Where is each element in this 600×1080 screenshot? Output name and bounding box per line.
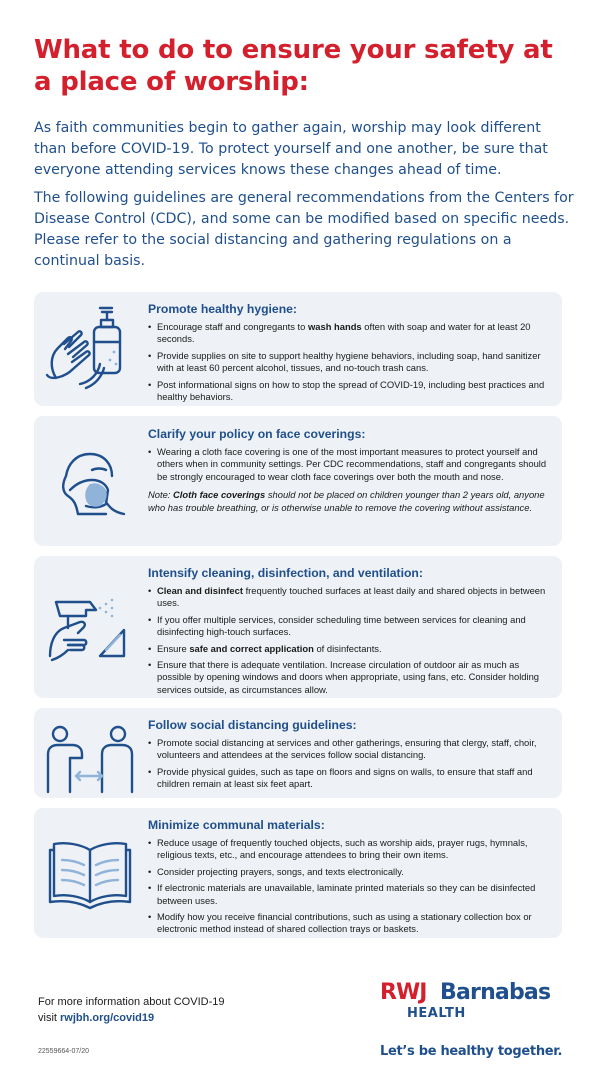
bullet-list — [148, 446, 550, 483]
bullet-list — [148, 321, 550, 403]
bullet-list — [148, 585, 550, 696]
list-item: • Wearing a cloth face covering is one of the most important measures to protect yourself and others when in community settings. Per CDC recommendations, staff and congregants should be strongly encouraged to wear cloth face coverings over both the mouth and nose. — [148, 446, 550, 483]
bullet-list — [148, 837, 550, 936]
spray-bottle-icon — [44, 580, 136, 672]
footer-visit-label: visit — [38, 1012, 60, 1024]
list-item: • Ensure that there is adequate ventilation. Increase circulation of outdoor air as much as possible by opening windows and doors when appropriate, using fans, etc. Consider holding services outside, as circumstances allow. — [148, 659, 550, 696]
list-item: • Post informational signs on how to stop the spread of COVID-19, including best practices and healthy behaviors. — [148, 379, 550, 404]
logo-barnabas: Barnabas — [440, 980, 551, 1005]
intro-paragraph: As faith communities begin to gather again, worship may look different than before COVID-19. To protect yourself and one another, be sure that everyone attending services knows these changes ahead of time. — [34, 120, 548, 178]
page-title: What to do to ensure your safety at a place of worship: — [34, 35, 553, 97]
cleaning-card — [34, 556, 562, 698]
list-item: • Provide physical guides, such as tape on floors and signs on walls, to ensure that staff and children remain at least six feet apart. — [148, 766, 550, 791]
section-heading: Promote healthy hygiene: — [148, 302, 297, 316]
list-item: • Consider projecting prayers, songs, and texts electronically. — [148, 866, 550, 878]
footer-info-line: For more information about COVID-19 — [38, 996, 225, 1008]
footer-info — [38, 994, 298, 1026]
open-book-icon — [44, 828, 136, 920]
list-item: • Provide supplies on site to support healthy hygiene behaviors, including soap, hand sanitizer with at least 60 percent alcohol, tissues, and no-touch trash cans. — [148, 350, 550, 375]
hygiene-content — [148, 301, 550, 407]
cleaning-content — [148, 565, 550, 700]
social-distancing-icon — [44, 712, 136, 804]
social-distancing-card — [34, 708, 562, 798]
list-item: • Modify how you receive financial contributions, such as using a stationary collection box or electronic method instead of shared collection trays or baskets. — [148, 911, 550, 936]
list-item: • If you offer multiple services, consider scheduling time between services for cleaning and disinfecting high-touch surfaces. — [148, 614, 550, 639]
face-mask-icon — [44, 436, 136, 528]
face-covering-card — [34, 416, 562, 546]
section-heading: Follow social distancing guidelines: — [148, 718, 357, 732]
covid-link[interactable]: rwjbh.org/covid19 — [60, 1012, 155, 1024]
rwjbarnabas-logo — [380, 980, 570, 1024]
list-item: • Promote social distancing at services and other gatherings, ensuring that clergy, staff, choir, volunteers and attendees at the services follow social distancing. — [148, 737, 550, 762]
intro-paragraph: The following guidelines are general recommendations from the Centers for Disease Control (CDC), and some can be modified based on specific needs. Please refer to the social distancing and gathering regulations on a continual basis. — [34, 190, 574, 269]
logo-rwj: RWJ — [380, 980, 427, 1005]
document-code: 22559664-07/20 — [38, 1048, 89, 1055]
list-item: • If electronic materials are unavailable, laminate printed materials so they can be disinfected between uses. — [148, 882, 550, 907]
logo-health: HEALTH — [407, 1006, 466, 1021]
list-item: • Ensure safe and correct application of disinfectants. — [148, 643, 550, 655]
section-heading: Intensify cleaning, disinfection, and ventilation: — [148, 566, 423, 580]
bullet-list — [148, 737, 550, 791]
handwashing-icon — [44, 304, 136, 396]
list-item: • Encourage staff and congregants to wash hands often with soap and water for at least 20 seconds. — [148, 321, 550, 346]
list-item: • Reduce usage of frequently touched objects, such as worship aids, prayer rugs, hymnals, religious texts, etc., and encourage attendees to bring their own items. — [148, 837, 550, 862]
section-heading: Minimize communal materials: — [148, 818, 325, 832]
face-covering-content — [148, 426, 550, 514]
communal-materials-card — [34, 808, 562, 938]
note-text: Note: Cloth face coverings should not be placed on children younger than 2 years old, anyone who has trouble breathing, or is otherwise unable to remove the covering without assistance. — [148, 489, 545, 513]
list-item: • Clean and disinfect frequently touched surfaces at least daily and shared objects in between uses. — [148, 585, 550, 610]
social-distancing-content — [148, 717, 550, 795]
tagline: Let’s be healthy together. — [380, 1044, 563, 1059]
hygiene-card — [34, 292, 562, 406]
communal-materials-content — [148, 817, 550, 940]
section-heading: Clarify your policy on face coverings: — [148, 427, 366, 441]
